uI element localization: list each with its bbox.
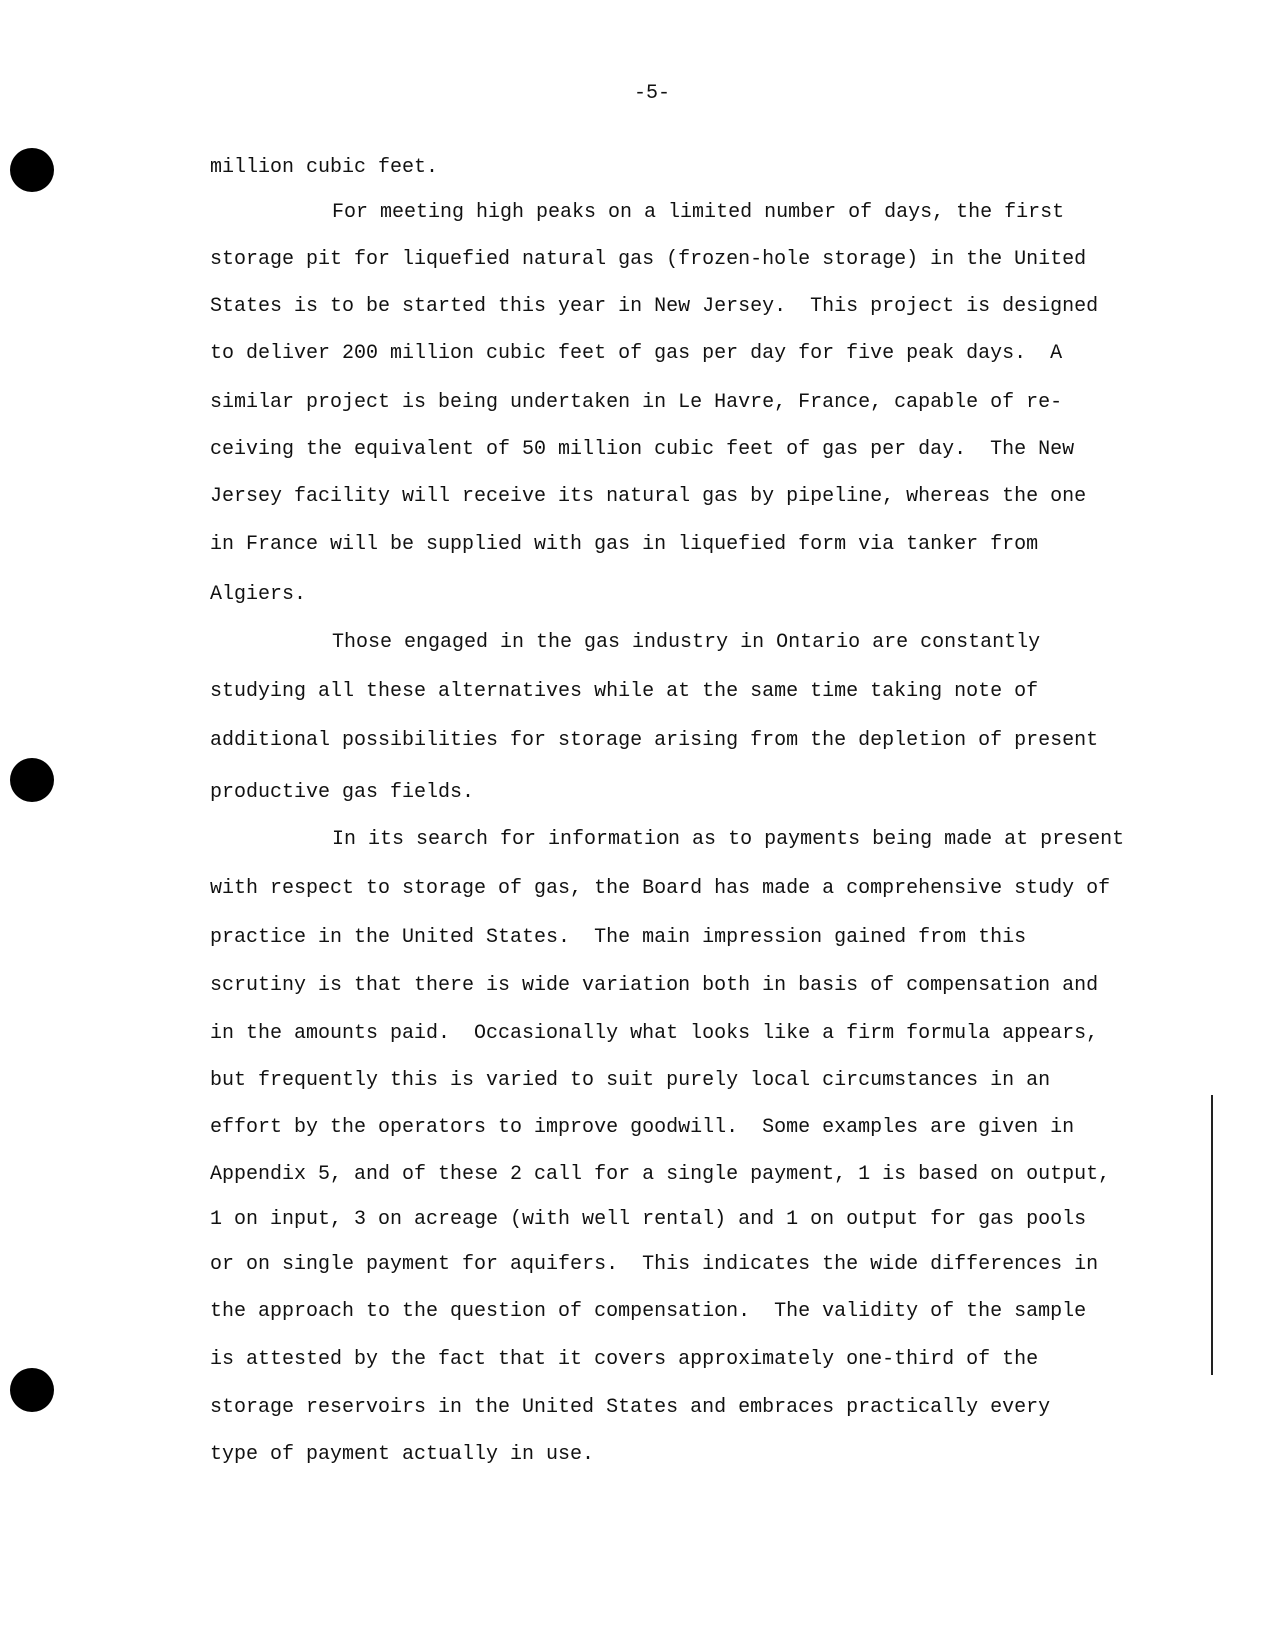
- text-line: storage reservoirs in the United States and embraces practically every: [210, 1396, 1051, 1419]
- text-line: but frequently this is varied to suit purely local circumstances in an: [210, 1069, 1051, 1092]
- punch-hole: [10, 1368, 54, 1412]
- text-line: with respect to storage of gas, the Board has made a comprehensive study of: [210, 877, 1111, 900]
- text-line: in the amounts paid. Occasionally what looks like a firm formula appears,: [210, 1022, 1099, 1045]
- text-line: effort by the operators to improve goodwill. Some examples are given in: [210, 1116, 1075, 1139]
- text-line: storage pit for liquefied natural gas (frozen-hole storage) in the United: [210, 248, 1087, 271]
- text-line: million cubic feet.: [210, 156, 439, 179]
- text-line: Those engaged in the gas industry in Ontario are constantly: [332, 631, 1041, 654]
- text-line: 1 on input, 3 on acreage (with well rental) and 1 on output for gas pools: [210, 1208, 1087, 1231]
- text-line: the approach to the question of compensation. The validity of the sample: [210, 1300, 1087, 1323]
- text-line: additional possibilities for storage arising from the depletion of present: [210, 729, 1099, 752]
- text-line: Algiers.: [210, 583, 307, 606]
- punch-hole: [10, 148, 54, 192]
- punch-hole: [10, 758, 54, 802]
- text-line: similar project is being undertaken in Le Havre, France, capable of re-: [210, 391, 1063, 414]
- text-line: ceiving the equivalent of 50 million cubic feet of gas per day. The New: [210, 438, 1075, 461]
- text-line: studying all these alternatives while at the same time taking note of: [210, 680, 1039, 703]
- text-line: For meeting high peaks on a limited number of days, the first: [332, 201, 1065, 224]
- text-line: to deliver 200 million cubic feet of gas per day for five peak days. A: [210, 342, 1063, 365]
- text-line: or on single payment for aquifers. This indicates the wide differences in: [210, 1253, 1099, 1276]
- text-line: scrutiny is that there is wide variation both in basis of compensation and: [210, 974, 1099, 997]
- text-line: is attested by the fact that it covers approximately one-third of the: [210, 1348, 1039, 1371]
- text-line: practice in the United States. The main impression gained from this: [210, 926, 1027, 949]
- page-number: -5-: [634, 82, 671, 105]
- text-line: productive gas fields.: [210, 781, 475, 804]
- text-line: States is to be started this year in New Jersey. This project is designed: [210, 295, 1099, 318]
- text-line: Appendix 5, and of these 2 call for a single payment, 1 is based on output,: [210, 1163, 1111, 1186]
- text-line: In its search for information as to payments being made at present: [332, 828, 1125, 851]
- text-line: Jersey facility will receive its natural gas by pipeline, whereas the one: [210, 485, 1087, 508]
- text-line: in France will be supplied with gas in liquefied form via tanker from: [210, 533, 1039, 556]
- text-line: type of payment actually in use.: [210, 1443, 595, 1466]
- margin-line: [1211, 1095, 1213, 1375]
